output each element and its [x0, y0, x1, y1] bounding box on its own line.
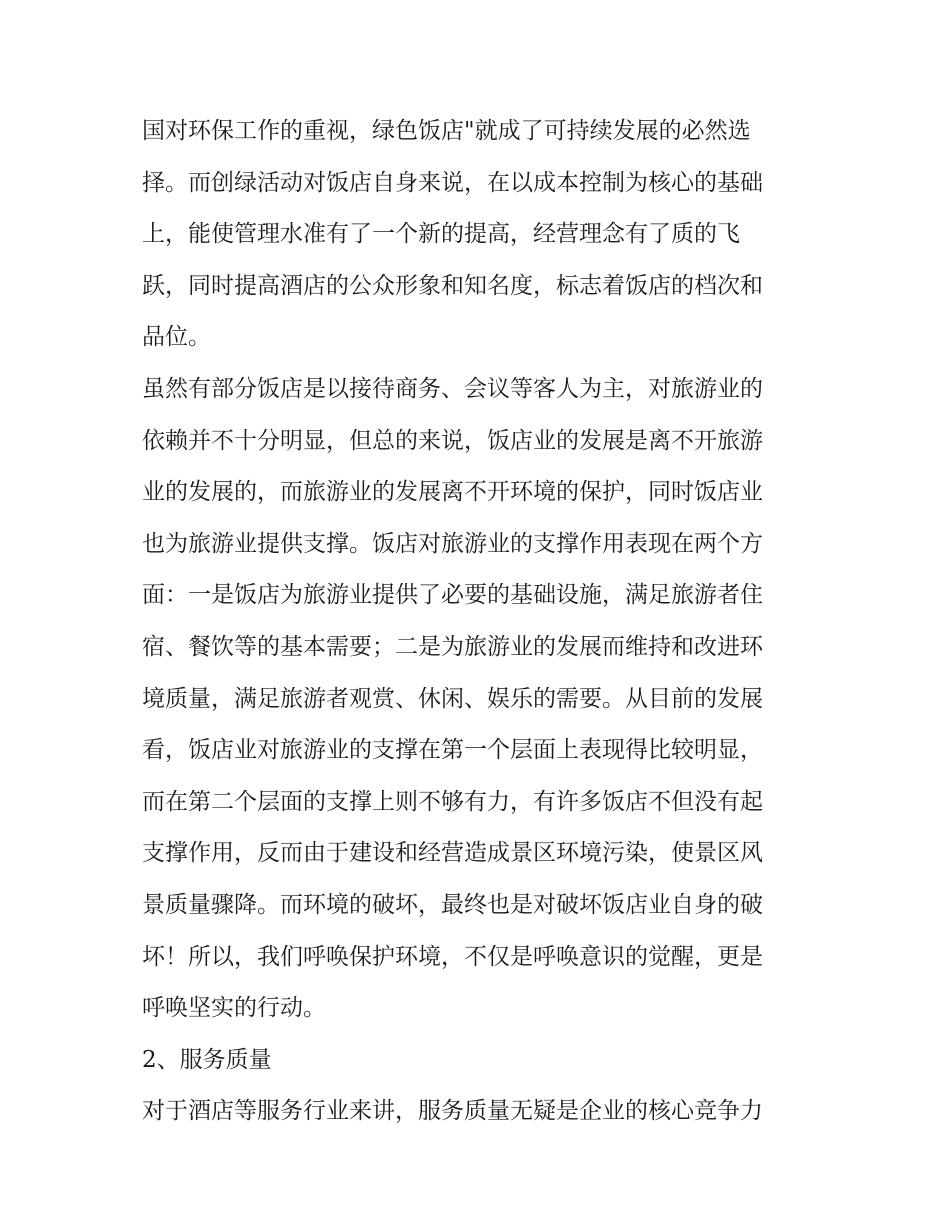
text-line: 境质量，满足旅游者观赏、休闲、娱乐的需要。从目前的发展	[142, 685, 763, 712]
text-line: 虽然有部分饭店是以接待商务、会议等客人为主，对旅游业的	[142, 375, 763, 402]
text-line: 而在第二个层面的支撑上则不够有力，有许多饭店不但没有起	[142, 788, 763, 815]
text-line: 宿、餐饮等的基本需要；二是为旅游业的发展而维持和改进环	[142, 633, 763, 660]
text-line: 上，能使管理水准有了一个新的提高，经营理念有了质的飞	[142, 221, 740, 248]
text-line: 跃，同时提高酒店的公众形象和知名度，标志着饭店的档次和	[142, 272, 763, 299]
text-line: 也为旅游业提供支撑。饭店对旅游业的支撑作用表现在两个方	[142, 530, 763, 557]
section-heading: 2、服务质量	[142, 1046, 272, 1073]
text-line: 看，饭店业对旅游业的支撑在第一个层面上表现得比较明显，	[142, 737, 763, 764]
text-line: 业的发展的，而旅游业的发展离不开环境的保护，同时饭店业	[142, 479, 763, 506]
text-line: 支撑作用，反而由于建设和经营造成景区环境污染，使景区风	[142, 840, 763, 867]
text-line: 对于酒店等服务行业来讲，服务质量无疑是企业的核心竞争力	[142, 1098, 763, 1125]
text-line: 呼唤坚实的行动。	[142, 995, 326, 1022]
text-line: 国对环保工作的重视，绿色饭店"就成了可持续发展的必然选	[142, 118, 751, 144]
text-line: 品位。	[142, 324, 211, 351]
text-line: 依赖并不十分明显，但总的来说，饭店业的发展是离不开旅游	[142, 427, 763, 454]
text-line: 面：一是饭店为旅游业提供了必要的基础设施，满足旅游者住	[142, 582, 763, 609]
document-body	[142, 106, 822, 1138]
text-line: 景质量骤降。而环境的破坏，最终也是对破坏饭店业自身的破	[142, 891, 763, 918]
text-line: 择。而创绿活动对饭店自身来说，在以成本控制为核心的基础	[142, 169, 763, 196]
text-line: 坏！所以，我们呼唤保护环境，不仅是呼唤意识的觉醒，更是	[142, 943, 763, 970]
